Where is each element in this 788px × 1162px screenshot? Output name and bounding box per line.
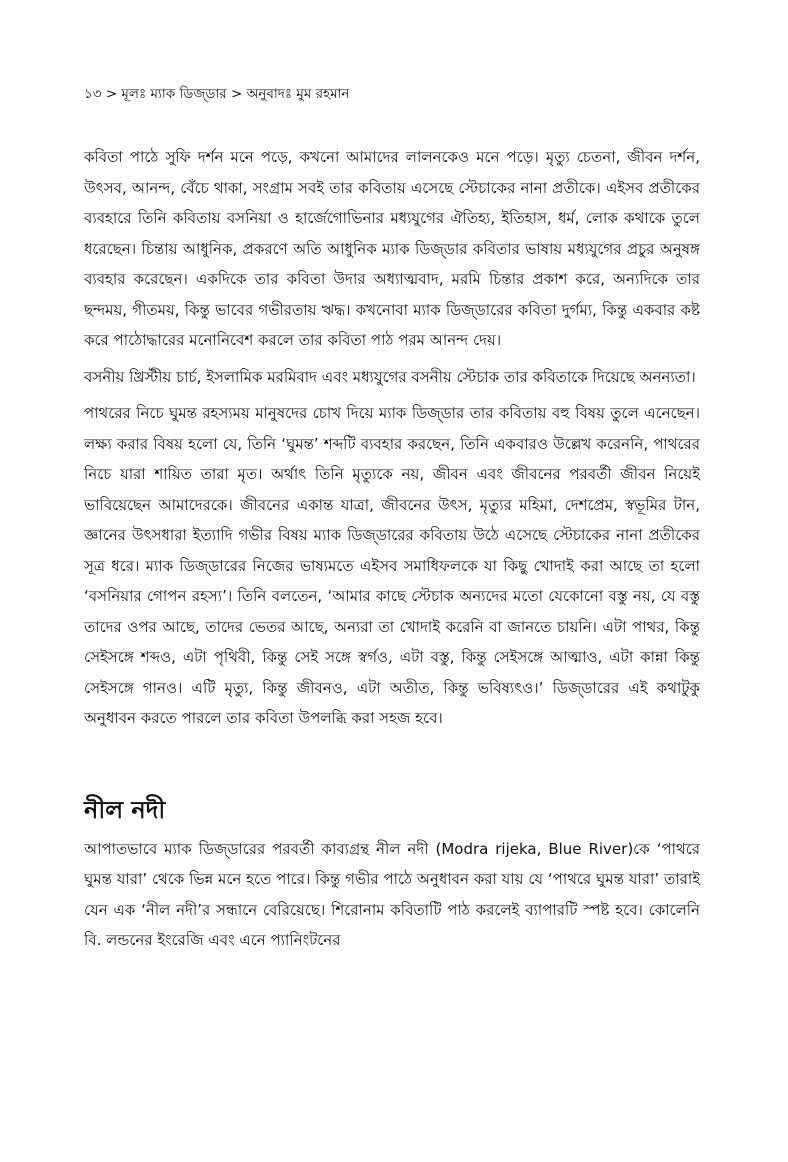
running-header: ১৩ > মূলঃ ম্যাক ডিজ্ডার > অনুবাদঃ মুম রহমান [84,86,350,102]
paragraph-2: বসনীয় খ্রিস্টীয় চার্চ, ইসলামিক মরমিবাদ এবং মধ্যযুগের বসনীয় স্টেচাক তার কবিতাকে দিয়েছে অনন্যতা। [84,367,696,386]
paragraph-1: কবিতা পাঠে সুফি দর্শন মনে পড়ে, কখনো আমাদের লালনকেও মনে পড়ে। মৃত্যু চেতনা, জীবন দর্শন, উৎসব, আনন্দ, বেঁচে থাকা, সংগ্রাম সবই তার কবিতায় এসেছে স্টেচাকের নানা প্রতীকে। এইসব প্রতীকের ব্যবহারে তিনি কবিতায় বসনিয়া ও হার্জেগোভিনার মধ্যযুগের ঐতিহ্য, ইতিহাস, ধর্ম, লোক কথাকে তুলে ধরেছেন। চিন্তায় আধুনিক, প্রকরণে অতি আধুনিক ম্যাক ডিজ্ডার কবিতার ভাষায় মধ্যযুগের প্রচুর অনুষঙ্গ ব্যবহার করেছেন। একদিকে তার কবিতা উদার অধ্যাত্মবাদ, মরমি চিন্তার প্রকাশ করে, অন্যদিকে তার ছন্দময়, গীতময়, কিন্তু ভাবের গভীরতায় ঋদ্ধ। কখনোবা ম্যাক ডিজ্ডারের কবিতা দুর্গম্য, কিন্তু একবার কষ্ট করে পাঠোদ্ধারের মনোনিবেশ করলে তার কবিতা পাঠ পরম আনন্দ দেয়। [84,148,700,349]
paragraph-3: পাথরের নিচে ঘুমন্ত রহস্যময় মানুষদের চোখ দিয়ে ম্যাক ডিজ্ডার তার কবিতায় বহু বিষয় তুলে এনেছেন। লক্ষ্য করার বিষয় হলো যে, তিনি ‘ঘুমন্ত’ শব্দটি ব্যবহার করছেন, তিনি একবারও উল্লেখ করেননি, পাথরের নিচে যারা শায়িত তারা মৃত। অর্থাৎ তিনি মৃত্যুকে নয়, জীবন এবং জীবনের পরবর্তী জীবন নিয়েই ভাবিয়েছেন আমাদেরকে। জীবনের একান্ত যাত্রা, জীবনের উৎস, মৃত্যুর মহিমা, দেশপ্রেম, স্বভূমির টান, জ্ঞানের উৎসধারা ইত্যাদি গভীর বিষয় ম্যাক ডিজ্ডারের কবিতায় উঠে এসেছে স্টেচাকের নানা প্রতীকের সূত্র ধরে। ম্যাক ডিজ্ডারের নিজের ভাষ্যমতে এইসব সমাধিফলকে যা কিছু খোদাই করা আছে তা হলো ‘বসনিয়ার গোপন রহস্য’। তিনি বলতেন, ‘আমার কাছে স্টেচাক অন্যদের মতো যেকোনো বস্তু নয়, যে বস্তু তাদের ওপর আছে, তাদের ভেতর আছে, অন্যরা তা খোদাই করেনি বা জানতে চায়নি। এটা পাথর, কিন্তু সেইসঙ্গে শব্দও, এটা পৃথিবী, কিন্তু সেই সঙ্গে স্বর্গও, এটা বস্তু, কিন্তু সেইসঙ্গে আত্মাও, এটা কান্না কিন্তু সেইসঙ্গে গানও। এটি মৃত্যু, কিন্তু জীবনও, এটা অতীত, কিন্তু ভবিষ্যৎও।’ ডিজ্ডারের এই কথাটুকু অনুধাবন করতে পারলে তার কবিতা উপলব্ধি করা সহজ হবে। [84,404,700,727]
document-page [84,84,700,956]
section-paragraph: আপাতভাবে ম্যাক ডিজ্ডারের পরবর্তী কাব্যগ্রন্থ নীল নদী (Modra rijeka, Blue River)কে ‘পাথরে ঘুমন্ত যারা’ থেকে ভিন্ন মনে হতে পারে। কিন্তু গভীর পাঠে অনুধাবন করা যায় যে ‘পাথরে ঘুমন্ত যারা’ তারাই যেন এক ‘নীল নদী’র সন্ধানে বেরিয়েছে। শিরোনাম কবিতাটি পাঠ করলেই ব্যাপারটি স্পষ্ট হবে। কোলেনি বি. লন্ডনের ইংরেজি এবং এনে প্যানিংটনের [84,839,700,949]
section-heading: নীল নদী [84,795,166,824]
